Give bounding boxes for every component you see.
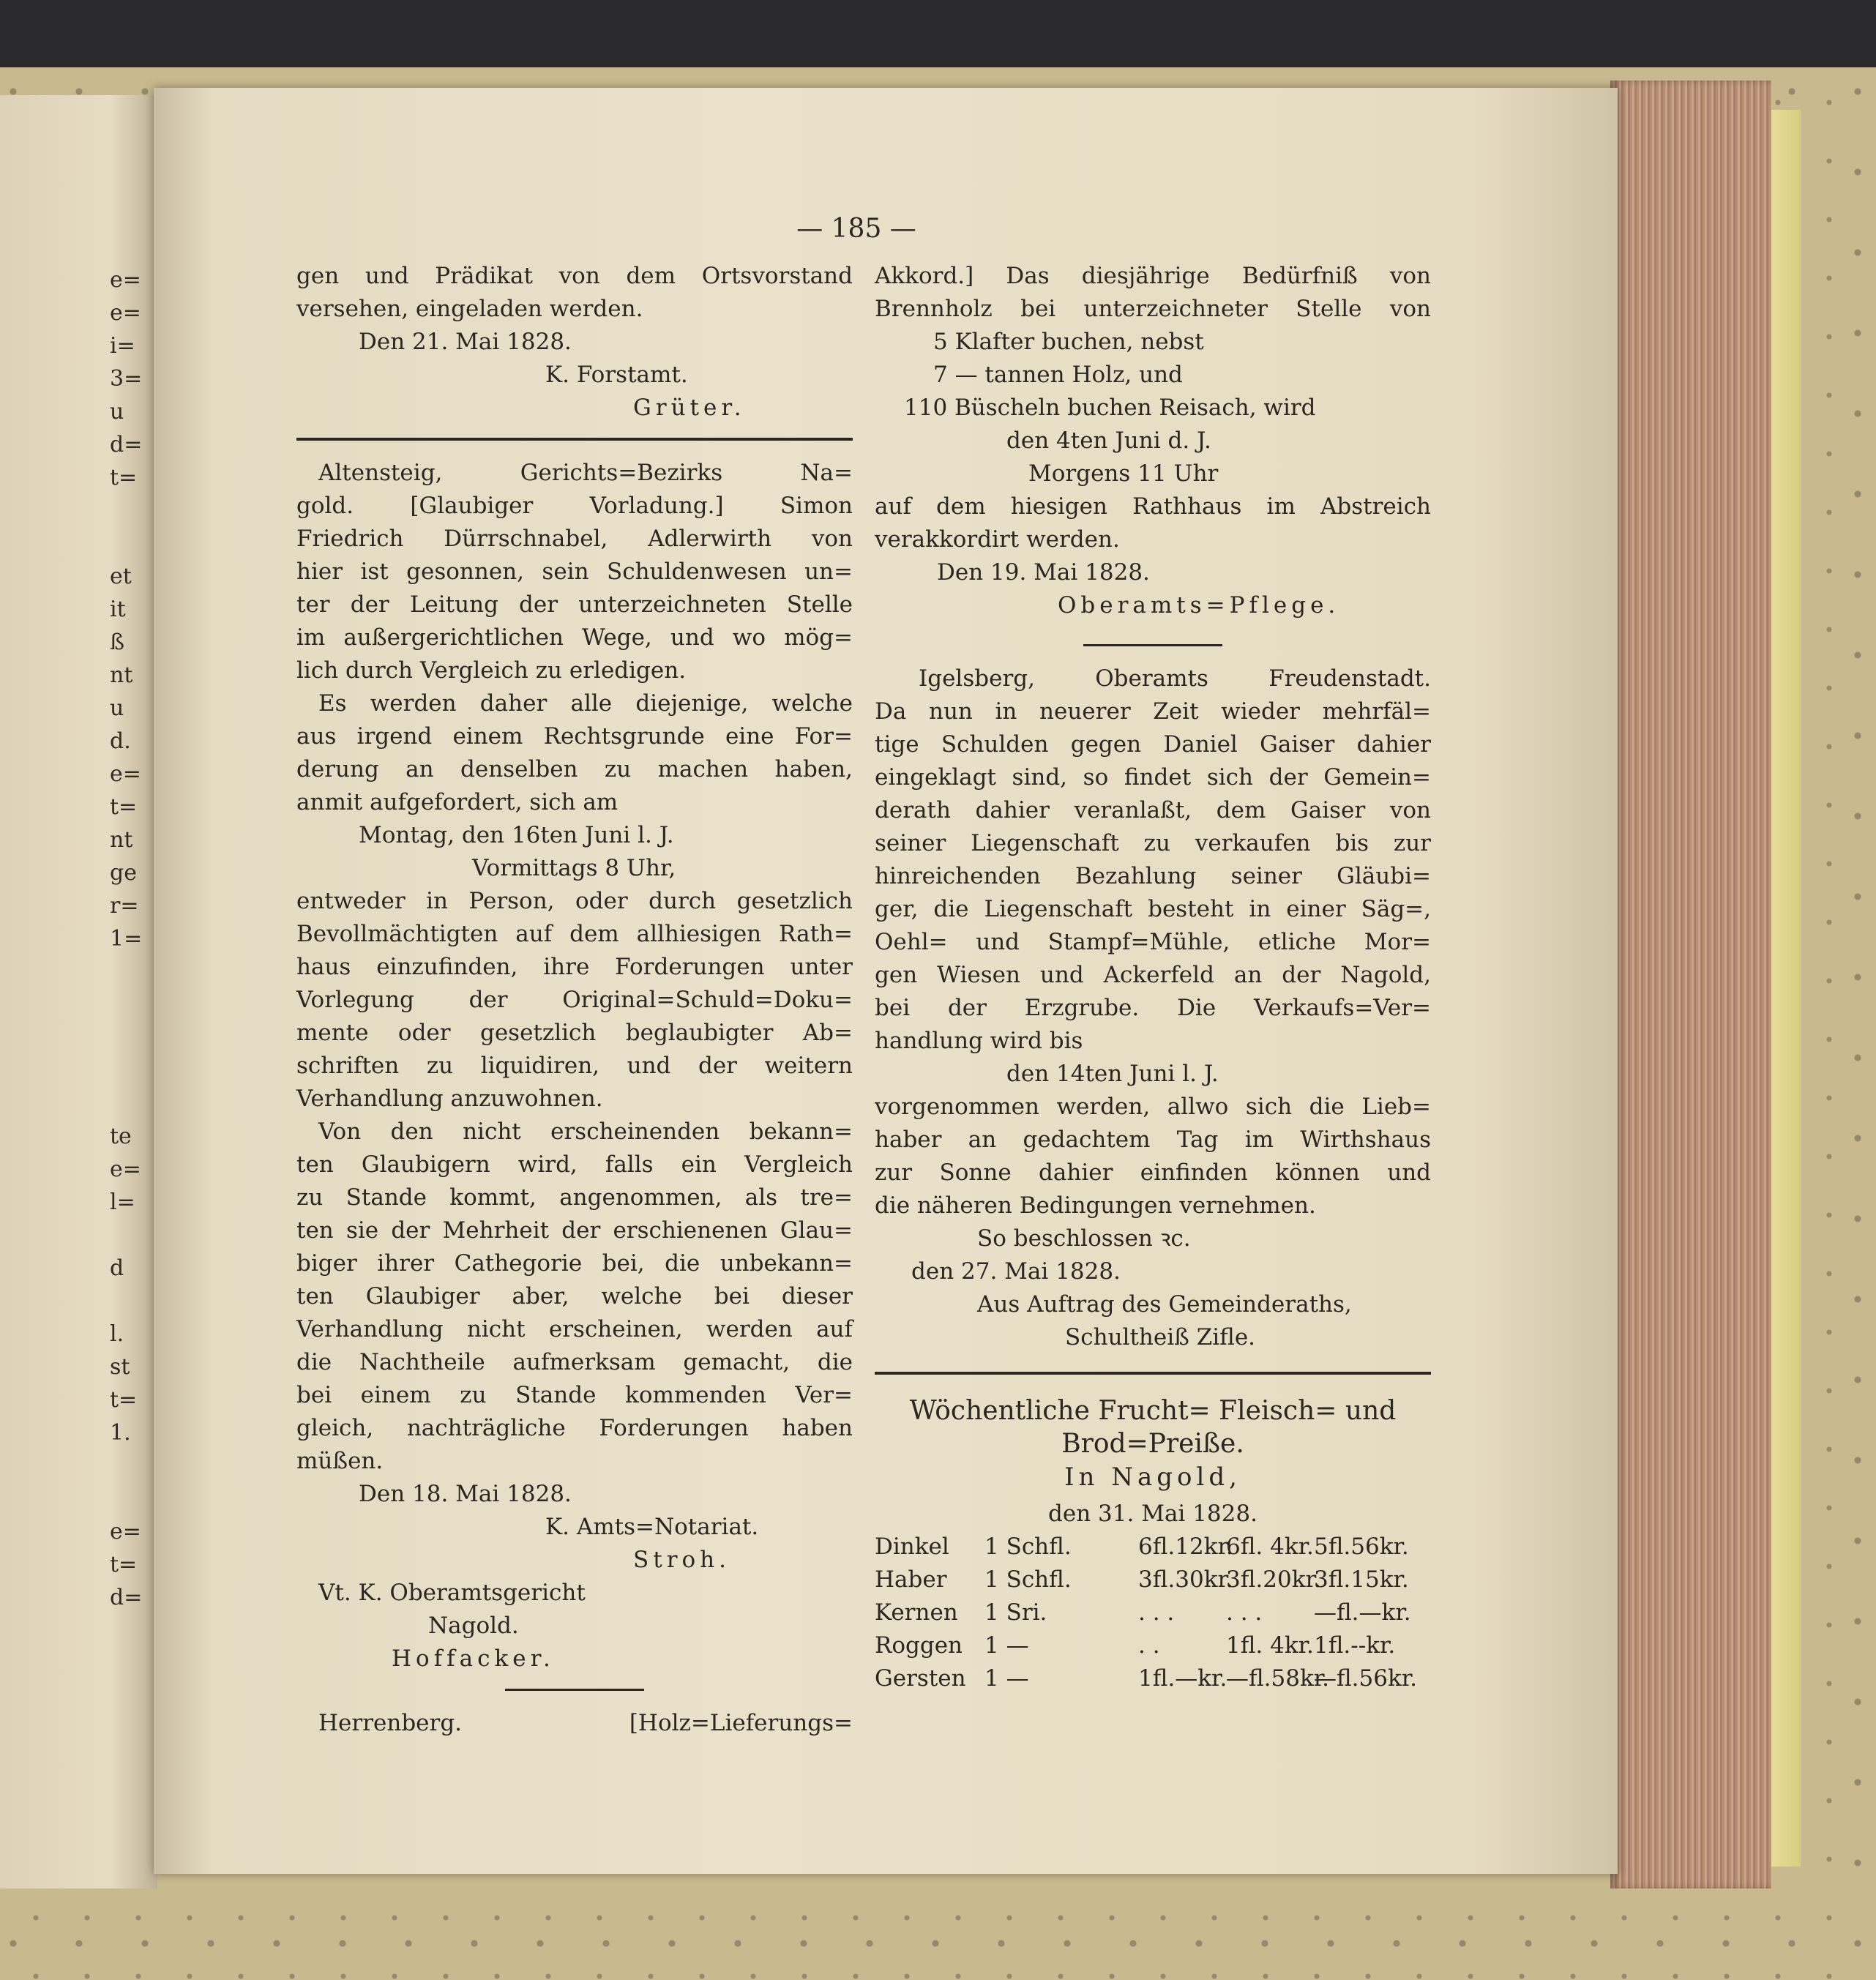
igelsberg-notice [875, 662, 1431, 1354]
table-cell-measure: 1 — [984, 1632, 1029, 1659]
notice-date: Den 21. Mai 1828. [359, 329, 572, 355]
text-line: Akkord.] Das diesjährige Bedürfniß von [875, 263, 1431, 289]
text-line: im außergerichtlichen Wege, und wo mög= [296, 624, 853, 651]
notice-office: K. Forstamt. [545, 362, 688, 388]
list-item: 7 — tannen Holz, und [933, 362, 1183, 388]
left-page-edge [0, 95, 157, 1889]
notice-date: Den 18. Mai 1828. [359, 1481, 572, 1507]
price-heading: Wöchentliche Frucht= Fleisch= und [909, 1396, 1397, 1426]
notice-heading: Igelsberg, Oberamts Freudenstadt. [919, 665, 1431, 692]
forstamt-notice [296, 260, 853, 425]
table-cell-item: Dinkel [875, 1533, 949, 1560]
notice-heading: Altensteig, Gerichts=Bezirks Na= [318, 460, 853, 486]
text-line: Da nun in neuerer Zeit wieder mehrfäl= [875, 698, 1431, 725]
left-page-text-fragments: e= e= i= 3= u d= t= et it ß nt u d. e= t= nt ge r= 1= te e= l= d l. st t= 1. e= t= d= [110, 267, 143, 1610]
resolved-line: So beschlossen ꝛc. [977, 1225, 1191, 1252]
table-cell-p3: —fl.—kr. [1314, 1599, 1411, 1626]
price-list [875, 1391, 1431, 1695]
text-line: vorgenommen werden, allwo sich die Lieb= [875, 1094, 1431, 1120]
text-line: ger, die Liegenschaft besteht in einer Säg=, [875, 896, 1431, 922]
notice-date: Den 19. Mai 1828. [937, 559, 1150, 586]
text-line: Verhandlung anzuwohnen. [296, 1086, 603, 1112]
text-line: handlung wird bis [875, 1028, 1083, 1054]
notice-date: den 27. Mai 1828. [911, 1258, 1121, 1285]
text-line: gleich, nachträgliche Forderungen haben [296, 1415, 853, 1441]
text-line: bei der Erzgrube. Die Verkaufs=Ver= [875, 995, 1431, 1021]
price-date: den 31. Mai 1828. [1048, 1501, 1257, 1527]
table-cell-item: Roggen [875, 1632, 963, 1659]
text-line: ter der Leitung der unterzeichneten Stelle [296, 591, 853, 618]
notice-time-line: Vormittags 8 Uhr, [472, 855, 676, 881]
notice-signature: Oberamts=Pflege. [1058, 592, 1340, 619]
notice-date-line: den 14ten Juni l. J. [1006, 1061, 1219, 1087]
text-line: die Nachtheile aufmerksam gemacht, die [296, 1349, 853, 1375]
vt-line: Vt. K. Oberamtsgericht [318, 1580, 586, 1606]
text-line: Es werden daher alle diejenige, welche [318, 690, 853, 717]
text-line: verakkordirt werden. [875, 526, 1120, 553]
text-line: hier ist gesonnen, sein Schuldenwesen un= [296, 558, 853, 585]
table-row [875, 1531, 1431, 1564]
table-cell-item: Gersten [875, 1665, 966, 1692]
price-heading-2: Brod=Preiße. [1061, 1429, 1244, 1459]
section-divider [505, 1689, 644, 1691]
vt-signature: Hoffacker. [392, 1645, 555, 1672]
text-line: gold. [Glaubiger Vorladung.] Simon [296, 493, 853, 519]
price-place: In Nagold, [1064, 1462, 1241, 1492]
akkord-notice [875, 260, 1431, 622]
left-column [296, 260, 853, 1740]
text-line: versehen, eingeladen werden. [296, 296, 643, 322]
notice-signature: Stroh. [633, 1547, 730, 1573]
text-line: tige Schulden gegen Daniel Gaiser dahier [875, 731, 1431, 758]
table-cell-p2: . . . [1226, 1599, 1263, 1626]
table-cell-p3: 3fl.15kr. [1314, 1566, 1409, 1593]
table-cell-p2: 3fl.20kr. [1226, 1566, 1321, 1593]
text-line: zu Stande kommt, angenommen, als tre= [296, 1184, 853, 1211]
text-line: Brennholz bei unterzeichneter Stelle von [875, 296, 1431, 322]
text-line: anmit aufgefordert, sich am [296, 789, 619, 815]
text-line: Verhandlung nicht erscheinen, werden auf [296, 1316, 853, 1342]
page-edges [1610, 81, 1771, 1889]
by-order-line: Aus Auftrag des Gemeinderaths, [977, 1291, 1352, 1318]
table-row [875, 1564, 1431, 1596]
text-line: hinreichenden Bezahlung seiner Gläubi= [875, 863, 1431, 889]
text-line: bei einem zu Stande kommenden Ver= [296, 1382, 853, 1408]
table-cell-p3: —fl.56kr. [1314, 1665, 1418, 1692]
notice-date-line: Montag, den 16ten Juni l. J. [359, 822, 674, 848]
text-line: mente oder gesetzlich beglaubigter Ab= [296, 1020, 853, 1046]
table-cell-p1: . . . [1138, 1599, 1175, 1626]
table-cell-p1: . . [1138, 1632, 1160, 1659]
section-divider [875, 1372, 1431, 1375]
text-line: entweder in Person, oder durch gesetzlich [296, 888, 853, 914]
table-cell-p3: 1fl.--kr. [1314, 1632, 1396, 1659]
notice-office: K. Amts=Notariat. [545, 1514, 759, 1540]
text-line: ten Glaubigern wird, falls ein Vergleich [296, 1151, 853, 1178]
text-line: Von den nicht erscheinenden bekann= [318, 1118, 853, 1145]
list-item: 5 Klafter buchen, nebst [933, 329, 1204, 355]
text-line: eingeklagt sind, so findet sich der Gemein= [875, 764, 1431, 791]
text-line: haber an gedachtem Tag im Wirthshaus [875, 1127, 1431, 1153]
section-divider [1083, 644, 1222, 646]
text-line: müßen. [296, 1448, 384, 1474]
table-cell-item: Kernen [875, 1599, 958, 1626]
herrenberg-heading: Herrenberg. [Holz=Lieferungs= [318, 1710, 853, 1736]
text-line: ten Glaubiger aber, welche bei dieser [296, 1283, 853, 1310]
text-line: gen und Prädikat von dem Ortsvorstand [296, 263, 853, 289]
notice-signature: Schultheiß Zifle. [1065, 1324, 1256, 1350]
table-cell-p1: 1fl.—kr. [1138, 1665, 1227, 1692]
vt-place: Nagold. [428, 1613, 519, 1639]
text-line: Bevollmächtigten auf dem allhiesigen Rath= [296, 921, 853, 947]
table-cell-p1: 3fl.30kr. [1138, 1566, 1233, 1593]
text-line: auf dem hiesigen Rathhaus im Abstreich [875, 493, 1431, 520]
notice-time-line: Morgens 11 Uhr [1028, 460, 1219, 487]
text-line: seiner Liegenschaft zu verkaufen bis zur [875, 830, 1431, 856]
table-cell-measure: 1 — [984, 1665, 1029, 1692]
table-cell-p2: 1fl. 4kr. [1226, 1632, 1314, 1659]
table-cell-measure: 1 Schfl. [984, 1533, 1072, 1560]
section-divider [296, 438, 853, 441]
text-line: lich durch Vergleich zu erledigen. [296, 657, 687, 684]
text-line: biger ihrer Cathegorie bei, die unbekann= [296, 1250, 853, 1277]
list-item: 110 Büscheln buchen Reisach, wird [904, 395, 1316, 421]
text-line: Friedrich Dürrschnabel, Adlerwirth von [296, 526, 853, 552]
text-line: derath dahier veranlaßt, dem Gaiser von [875, 797, 1431, 823]
price-table [875, 1531, 1431, 1695]
table-cell-item: Haber [875, 1566, 947, 1593]
table-cell-p1: 6fl.12kr. [1138, 1533, 1233, 1560]
notice-date-line: den 4ten Juni d. J. [1006, 427, 1211, 454]
table-cell-measure: 1 Sri. [984, 1599, 1047, 1626]
text-line: die näheren Bedingungen vernehmen. [875, 1192, 1316, 1219]
right-column [875, 260, 1431, 1695]
page-number: — 185 — [796, 214, 916, 244]
text-line: aus irgend einem Rechtsgrunde eine For= [296, 723, 853, 750]
text-line: Vorlegung der Original=Schuld=Doku= [296, 987, 853, 1013]
table-cell-p3: 5fl.56kr. [1314, 1533, 1409, 1560]
text-line: schriften zu liquidiren, und der weitern [296, 1053, 853, 1079]
table-cell-p2: 6fl. 4kr. [1226, 1533, 1314, 1560]
notice-signature: Grüter. [633, 395, 746, 421]
text-line: haus einzufinden, ihre Forderungen unter [296, 954, 853, 980]
table-row [875, 1662, 1431, 1695]
text-line: zur Sonne dahier einfinden können und [875, 1159, 1431, 1186]
text-line: Oehl= und Stampf=Mühle, etliche Mor= [875, 929, 1431, 955]
text-line: ten sie der Mehrheit der erschienenen Glau= [296, 1217, 853, 1244]
table-cell-measure: 1 Schfl. [984, 1566, 1072, 1593]
table-row [875, 1629, 1431, 1662]
altensteig-notice [296, 457, 853, 1675]
text-line: gen Wiesen und Ackerfeld an der Nagold, [875, 962, 1431, 988]
text-line: derung an denselben zu machen haben, [296, 756, 853, 782]
table-row [875, 1596, 1431, 1629]
table-cell-p2: —fl.58kr. [1226, 1665, 1330, 1692]
